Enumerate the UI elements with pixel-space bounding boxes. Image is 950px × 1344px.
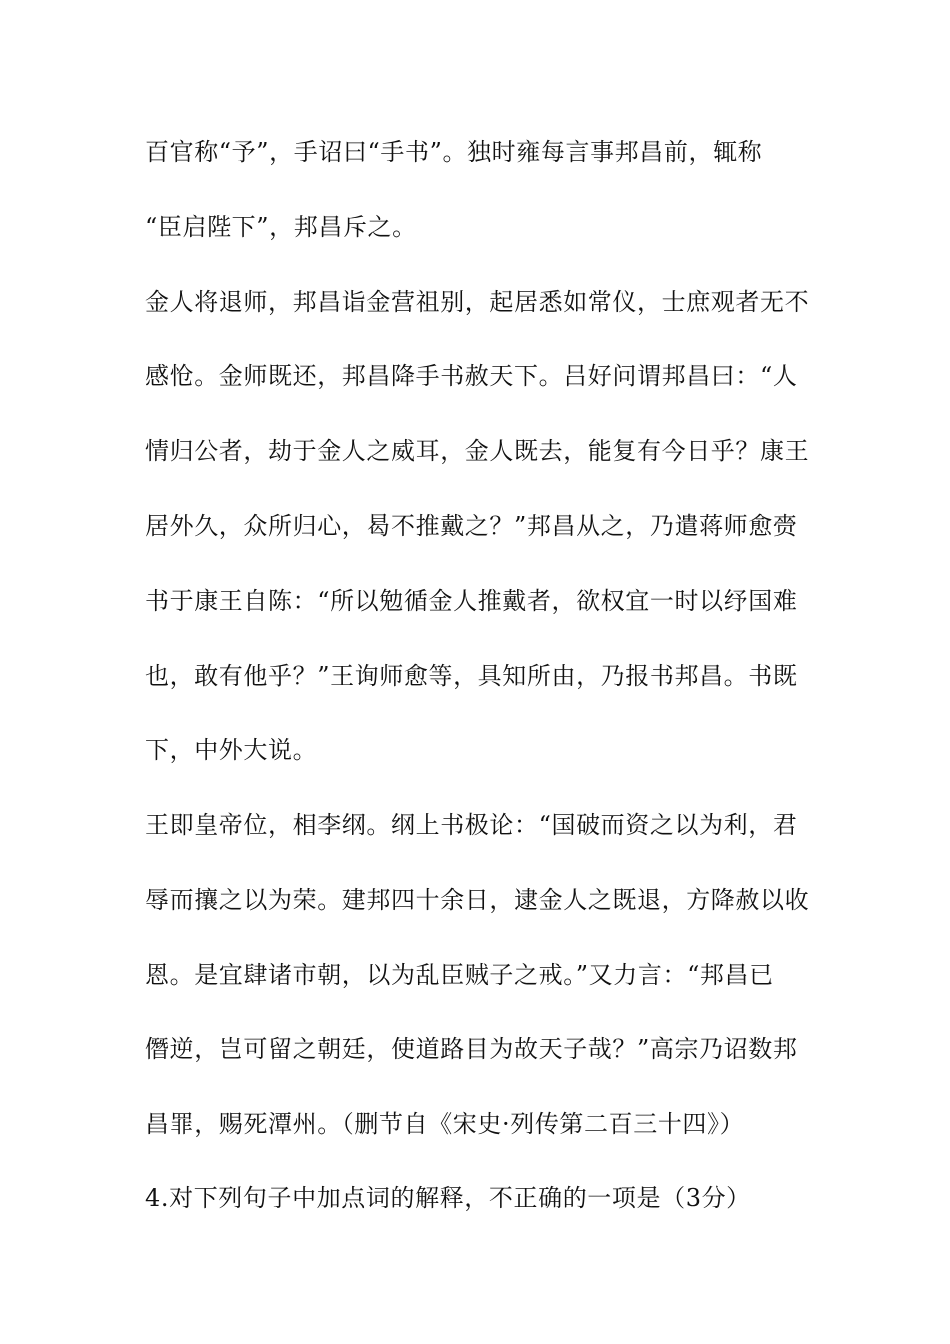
text-line-14: 昌罪，赐死潭州。（删节自《宋史·列传第二百三十四》） (145, 1110, 745, 1138)
text-line-6: 居外久，众所归心，曷不推戴之？”邦昌从之，乃遣蒋师愈赍 (145, 512, 798, 540)
text-line-11: 辱而攘之以为荣。建邦四十余日，逮金人之既退，方降赦以收 (145, 886, 810, 914)
text-line-5: 情归公者，劫于金人之威耳，金人既去，能复有今日乎？康王 (145, 437, 810, 465)
question-4-stem: 4.对下列句子中加点词的解释，不正确的一项是（3分） (145, 1184, 751, 1212)
text-line-10: 王即皇帝位，相李纲。纲上书极论：“国破而资之以为利，君 (145, 811, 798, 839)
text-line-12: 恩。是宜肆诸市朝，以为乱臣贼子之戒。”又力言：“邦昌已 (145, 961, 774, 989)
text-line-1: 百官称“予”，手诏曰“手书”。独时雍每言事邦昌前，辄称 (145, 138, 763, 166)
text-line-3: 金人将退师，邦昌诣金营祖别，起居悉如常仪，士庶观者无不 (145, 288, 810, 316)
text-line-13: 僭逆，岂可留之朝廷，使道路目为故天子哉？”高宗乃诏数邦 (145, 1035, 798, 1063)
text-line-8: 也，敢有他乎？”王询师愈等，具知所由，乃报书邦昌。书既 (145, 662, 798, 690)
text-line-2: “臣启陛下”，邦昌斥之。 (145, 213, 417, 241)
text-line-9: 下，中外大说。 (145, 736, 318, 764)
text-line-7: 书于康王自陈：“所以勉循金人推戴者，欲权宜一时以纾国难 (145, 587, 798, 615)
text-line-4: 感怆。金师既还，邦昌降手书赦天下。吕好问谓邦昌曰：“人 (145, 362, 798, 390)
